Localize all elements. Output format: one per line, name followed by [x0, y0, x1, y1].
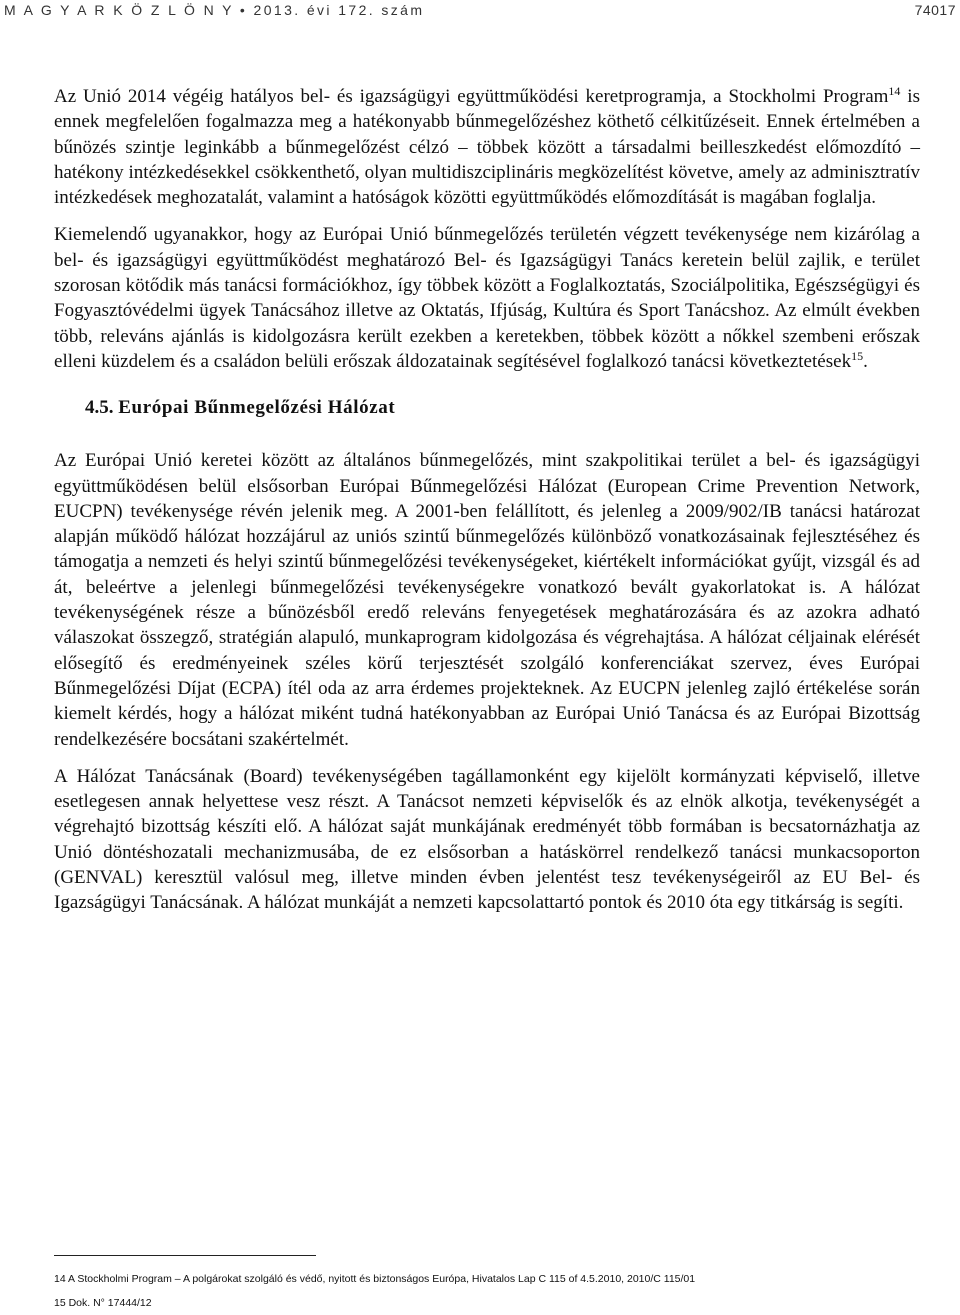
footnote-ref-15[interactable]: 15	[851, 348, 864, 363]
paragraph-text: Az Unió 2014 végéig hatályos bel- és igazságügyi együttműködési keretprogramja, a Stockholmi Program	[54, 86, 889, 107]
running-header	[0, 0, 960, 24]
section-title: Európai Bűnmegelőzési Hálózat	[118, 397, 396, 419]
page-body	[54, 84, 920, 928]
paragraph-council-formations	[54, 222, 920, 374]
footnotes	[54, 1267, 934, 1315]
paragraph-eucpn-overview: Az Európai Unió keretei között az általános bűnmegelőzés, mint szakpolitikai terület a bel- és igazságügyi együttműködésen belül elsősorban Európai Bűnmegelőzési Hálózat (European Crime Prevention Network, EUCPN) tevékenysége révén jelenik meg. A 2001-ben felállított, és jelenleg a 2009/902/IB tanácsi határozat alapján működő hálózat hozzájárul az uniós szintű bűnmegelőzés különböző vonatkozásainak fejlesztéséhez és támogatja a nemzeti és helyi szintű bűnmegelőzési tevékenységeket, kiértékelt információkat gyűjt, vizsgál és ad át, beleértve a jelenlegi bűnmegelőzési tevékenységekre vonatkozó bevált gyakorlatokat is. A hálózat tevékenységének része a bűnözésből eredő releváns fenyegetések meghatározására és az azokra adható válaszokat összegző, stratégián alapuló, munkaprogram kidolgozása és végrehajtása. A hálózat céljainak elérését elősegítő és eredményeinek széles körű terjesztését szolgáló konferenciákat szervez, éves Európai Bűnmegelőzési Díjat (ECPA) ítél oda az arra érdemes projekteknek. Az EUCPN jelenleg zajló értékelése során kiemelt kérdés, hogy a hálózat miként tudná hatékonyabban az Európai Unió Tanácsa és az Európai Bizottság rendelkezésére bocsátani szakértelmét.	[54, 450, 920, 750]
journal-title: M A G Y A R K Ö Z L Ö N Y • 2013. évi 172. szám	[4, 2, 425, 18]
paragraph-text: .	[863, 350, 868, 372]
paragraph-text: is ennek megfelelően fogalmazza meg a hatékonyabb bűnmegelőzéshez köthető célkitűzéseit. Ennek értelmében a bűnözés szintje leginkább a bűnmegelőzést célzó – többek között a társadalmi beilleszkedést előmozdító – hatékony intézkedésekkel csökkenthető, olyan multidiszciplináris megközelítést követve, amely az adminisztratív intézkedések meghozatalát, valamint a hatóságok közötti együttműködés előmozdítását is magában foglalja.	[54, 86, 920, 209]
paragraph-stockholm-program	[54, 84, 920, 210]
paragraph-text: Kiemelendő ugyanakkor, hogy az Európai Unió bűnmegelőzés területén végzett tevékenysége nem kizárólag a bel- és igazságügyi együttműködést meghatározó Bel- és Igazságügyi Tanács keretein belül zajlik, e terület szorosan kötődik más tanácsi formációkhoz, így többek között a Foglalkoztatás, Szociálpolitika, Egészségügyi és Fogyasztóvédelmi ügyek Tanácsához illetve az Oktatás, Ifjúság, Kultúra és Sport Tanácshoz. Az elmúlt években több, releváns ajánlás is kidolgozásra került ezekben a keretekben, többek között a nőkkel szembeni erőszak elleni küzdelem és a családon belüli erőszak áldozatainak segítésével foglalkozó tanácsi következtetések	[54, 224, 920, 372]
footnote-divider	[54, 1255, 316, 1256]
footnote-15: 15 Dok. N° 17444/12	[54, 1297, 152, 1309]
footnote-ref-14[interactable]: 14	[888, 84, 901, 98]
section-heading	[85, 395, 920, 420]
paragraph-eucpn-board: A Hálózat Tanácsának (Board) tevékenységében tagállamonként egy kijelölt kormányzati képviselő, illetve esetlegesen annak helyettese vesz részt. A Tanácsot nemzeti képviselők és az elnök alkotja, tevékenységét a végrehajtó bizottság készíti elő. A hálózat saját munkájának eredményét több formában is becsatornázhatja az Unió döntéshozatali mechanizmusába, de ez elsősorban a hatáskörrel rendelkező tanácsi munkacsoporton (GENVAL) keresztül valósul meg, illetve minden évben jelentést tesz tevékenységeiről az EU Bel- és Igazságügyi Tanácsának. A hálózat munkáját a nemzeti kapcsolattartó pontok és 2010 óta egy titkárság is segíti.	[54, 765, 920, 914]
section-number: 4.5.	[85, 397, 114, 419]
footnote-14: 14 A Stockholmi Program – A polgárokat szolgáló és védő, nyitott és biztonságos Európa, Hivatalos Lap C 115 of 4.5.2010, 2010/C 115/01	[54, 1273, 696, 1285]
page-number: 74017	[914, 2, 956, 18]
